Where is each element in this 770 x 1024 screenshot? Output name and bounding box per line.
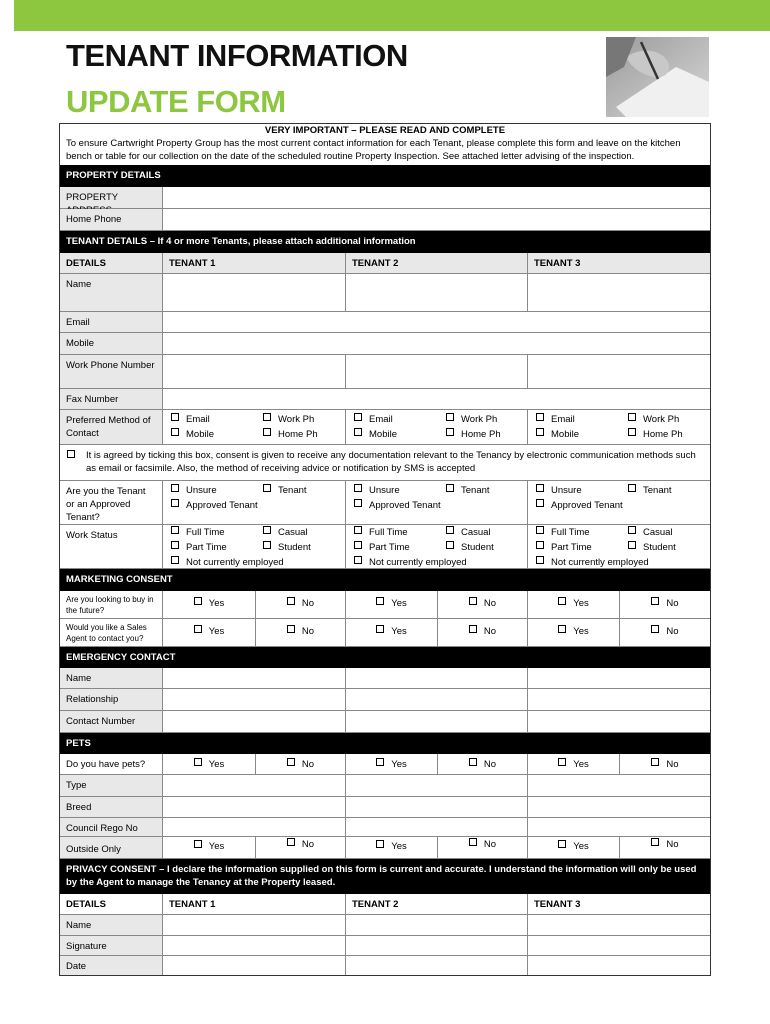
date-row [60,956,710,975]
t3-emergency-name[interactable] [528,668,710,688]
t2-outside-yes[interactable]: Yes [346,837,438,858]
checkbox-icon [263,541,271,549]
checkbox-approved-tenant[interactable]: Approved Tenant [536,499,623,512]
tenant-1-work-phone-field[interactable] [163,355,346,388]
pet-breed-row [60,797,710,818]
checkbox-icon [558,840,566,848]
checkbox-icon [171,413,179,421]
checkbox-icon [263,526,271,534]
t2-pets-yes[interactable]: Yes [346,754,438,774]
tenant-3-work-status [528,525,710,568]
t3-agent-no[interactable]: No [620,619,710,646]
t3-pet-breed[interactable] [528,797,710,817]
t2-council-rego[interactable] [346,818,528,836]
checkbox-icon [354,413,362,421]
section-emergency-contact: EMERGENCY CONTACT [60,647,710,668]
checkbox-icon [194,625,202,633]
t1-pets-no[interactable]: No [256,754,346,774]
t2-outside-no[interactable]: No [438,837,528,858]
tenant-1-type [163,481,346,524]
work-status-label: Work Status [60,525,163,568]
checkbox-student[interactable]: Student [628,541,676,554]
form-subtitle: UPDATE FORM [66,84,286,119]
emergency-number-label: Contact Number [60,711,163,732]
checkbox-icon [354,526,362,534]
checkbox-icon [446,428,454,436]
t1-outside-no[interactable]: No [256,837,346,858]
checkbox-icon [263,413,271,421]
checkbox-icon [263,428,271,436]
tenant-name-label: Name [60,274,163,311]
tenant-fax-label: Fax Number [60,389,163,409]
t2-pet-type[interactable] [346,775,528,796]
t3-signature[interactable] [528,936,710,955]
t1-pet-breed[interactable] [163,797,346,817]
tenant-form [59,123,711,976]
tenant-1-column-header: TENANT 1 [163,253,346,273]
t2-pet-breed[interactable] [346,797,528,817]
checkbox-not-employed[interactable]: Not currently employed [536,556,649,569]
checkbox-icon [446,541,454,549]
checkbox-icon [354,428,362,436]
t2-emergency-name[interactable] [346,668,528,688]
tenant-3-work-phone-field[interactable] [528,355,710,388]
t2-emergency-relationship[interactable] [346,689,528,710]
pet-type-row [60,775,710,797]
t1-agent-yes[interactable]: Yes [163,619,256,646]
t3-buy-no[interactable]: No [620,591,710,618]
sales-agent-row [60,619,710,647]
checkbox-icon [446,526,454,534]
checkbox-work-ph[interactable]: Work Ph [628,413,679,426]
checkbox-icon [67,450,75,458]
emergency-number-row [60,711,710,733]
tenant-fax-row [60,389,710,410]
checkbox-icon [469,838,477,846]
pet-breed-label: Breed [60,797,163,817]
tenant-email-row [60,312,710,333]
checkbox-icon [194,840,202,848]
privacy-name-row [60,915,710,936]
t2-agent-yes[interactable]: Yes [346,619,438,646]
checkbox-icon [171,428,179,436]
home-phone-field[interactable] [163,209,710,230]
tenant-header-row [60,253,710,274]
t1-privacy-name[interactable] [163,915,346,935]
checkbox-student[interactable]: Student [446,541,494,554]
tenant-1-name-field[interactable] [163,274,346,311]
checkbox-part-time[interactable]: Part Time [171,541,227,554]
section-privacy-consent: PRIVACY CONSENT – I declare the information supplied on this form is current and accurate. I understand the information will only be used by the Agent to manage the Tenancy at the Property leased. [60,859,710,894]
checkbox-icon [651,758,659,766]
privacy-header-row [60,894,710,915]
checkbox-mobile[interactable]: Mobile [536,428,579,441]
t3-emergency-relationship[interactable] [528,689,710,710]
intro-heading: VERY IMPORTANT – PLEASE READ AND COMPLETE [264,125,506,136]
t2-date[interactable] [346,956,528,975]
checkbox-email[interactable]: Email [536,413,575,426]
checkbox-approved-tenant[interactable]: Approved Tenant [171,499,258,512]
checkbox-icon [376,840,384,848]
home-phone-label: Home Phone [60,209,163,230]
checkbox-icon [287,625,295,633]
tenant-2-work-status [346,525,528,568]
form-title: TENANT INFORMATION [66,38,408,73]
tenant-3-type [528,481,710,524]
tenant-mobile-row [60,333,710,355]
t1-pet-type[interactable] [163,775,346,796]
checkbox-icon [536,541,544,549]
council-rego-label: Council Rego No [60,818,163,836]
tenant-3-column-header: TENANT 3 [528,253,710,273]
tenant-mobile-label: Mobile [60,333,163,354]
checkbox-home-ph[interactable]: Home Ph [446,428,501,441]
checkbox-email[interactable]: Email [171,413,210,426]
checkbox-home-ph[interactable]: Home Ph [263,428,318,441]
section-pets: PETS [60,733,710,754]
checkbox-tenant[interactable]: Tenant [263,484,307,497]
checkbox-icon [628,413,636,421]
checkbox-mobile[interactable]: Mobile [354,428,397,441]
tenant-2-preferred-contact [346,410,528,444]
preferred-contact-row [60,410,710,445]
privacy-details-header: DETAILS [60,894,163,914]
checkbox-casual[interactable]: Casual [263,526,308,539]
checkbox-icon [287,597,295,605]
electronic-consent-checkbox[interactable] [67,450,82,463]
checkbox-icon [194,758,202,766]
emergency-relationship-label: Relationship [60,689,163,710]
t2-buy-no[interactable]: No [438,591,528,618]
checkbox-unsure[interactable]: Unsure [536,484,582,497]
tenant-email-field[interactable] [163,312,710,332]
t1-emergency-name[interactable] [163,668,346,688]
tenant-work-phone-row [60,355,710,389]
buy-future-row [60,591,710,619]
checkbox-icon [287,838,295,846]
checkbox-work-ph[interactable]: Work Ph [446,413,497,426]
checkbox-casual[interactable]: Casual [628,526,673,539]
tenant-1-preferred-contact [163,410,346,444]
checkbox-icon [651,838,659,846]
emergency-relationship-row [60,689,710,711]
emergency-name-label: Name [60,668,163,688]
tenant-work-phone-label: Work Phone Number [60,355,163,388]
have-pets-label: Do you have pets? [60,754,163,774]
t1-emergency-relationship[interactable] [163,689,346,710]
t3-pets-yes[interactable]: Yes [528,754,620,774]
checkbox-icon [536,499,544,507]
t2-buy-yes[interactable]: Yes [346,591,438,618]
emergency-name-row [60,668,710,689]
checkbox-not-employed[interactable]: Not currently employed [354,556,467,569]
checkbox-icon [171,484,179,492]
checkbox-casual[interactable]: Casual [446,526,491,539]
checkbox-icon [354,499,362,507]
tenant-email-label: Email [60,312,163,332]
checkbox-full-time[interactable]: Full Time [536,526,590,539]
checkbox-mobile[interactable]: Mobile [171,428,214,441]
checkbox-icon [287,758,295,766]
handwriting-photo-icon [606,37,709,117]
checkbox-icon [651,625,659,633]
checkbox-full-time[interactable]: Full Time [354,526,408,539]
t2-agent-no[interactable]: No [438,619,528,646]
tenant-3-name-field[interactable] [528,274,710,311]
property-address-row [60,187,710,209]
checkbox-approved-tenant[interactable]: Approved Tenant [354,499,441,512]
t2-privacy-name[interactable] [346,915,528,935]
preferred-contact-label: Preferred Method of Contact [60,410,163,444]
checkbox-icon [651,597,659,605]
pet-type-label: Type [60,775,163,796]
t3-date[interactable] [528,956,710,975]
property-address-field[interactable] [163,187,710,208]
checkbox-icon [628,541,636,549]
checkbox-not-employed[interactable]: Not currently employed [171,556,284,569]
checkbox-icon [376,625,384,633]
checkbox-part-time[interactable]: Part Time [536,541,592,554]
checkbox-icon [536,484,544,492]
checkbox-unsure[interactable]: Unsure [354,484,400,497]
home-phone-row [60,209,710,231]
privacy-tenant-1-header: TENANT 1 [163,894,346,914]
checkbox-icon [558,758,566,766]
section-property-details: PROPERTY DETAILS [60,165,710,187]
outside-only-label: Outside Only [60,837,163,858]
checkbox-email[interactable]: Email [354,413,393,426]
sales-agent-label: Would you like a Sales Agent to contact you? [60,619,163,646]
t2-emergency-number[interactable] [346,711,528,732]
t3-pet-type[interactable] [528,775,710,796]
checkbox-icon [171,526,179,534]
tenant-3-preferred-contact [528,410,710,444]
checkbox-icon [446,484,454,492]
section-marketing-consent: MARKETING CONSENT [60,569,710,591]
checkbox-icon [354,484,362,492]
tenant-type-label: Are you the Tenant or an Approved Tenant? [60,481,163,524]
t1-buy-yes[interactable]: Yes [163,591,256,618]
privacy-tenant-2-header: TENANT 2 [346,894,528,914]
checkbox-icon [194,597,202,605]
property-address-label: PROPERTY [60,187,163,208]
privacy-tenant-3-header: TENANT 3 [534,899,581,910]
checkbox-unsure[interactable]: Unsure [171,484,217,497]
checkbox-icon [469,625,477,633]
checkbox-icon [558,625,566,633]
checkbox-icon [354,556,362,564]
t2-signature[interactable] [346,936,528,955]
checkbox-icon [171,499,179,507]
checkbox-part-time[interactable]: Part Time [354,541,410,554]
checkbox-icon [628,484,636,492]
t3-buy-yes[interactable]: Yes [528,591,620,618]
work-status-row [60,525,710,569]
intro-block [60,124,710,164]
checkbox-full-time[interactable]: Full Time [171,526,225,539]
checkbox-icon [536,413,544,421]
tenant-type-row [60,481,710,525]
t2-pets-no[interactable]: No [438,754,528,774]
electronic-consent-text: It is agreed by ticking this box, consent is given to receive any documentation relevant to the Tenancy by electronic communication methods such as email or facsimile. Also, the method of receiving advice or notification by SMS is accepted [86,450,696,474]
signature-row [60,936,710,956]
t3-privacy-name[interactable] [528,915,710,935]
privacy-name-label: Name [60,915,163,935]
checkbox-icon [628,428,636,436]
t1-date[interactable] [163,956,346,975]
tenant-2-column-header: TENANT 2 [346,253,528,273]
t3-pets-no[interactable]: No [620,754,710,774]
checkbox-icon [469,597,477,605]
checkbox-icon [446,413,454,421]
intro-text: To ensure Cartwright Property Group has the most current contact information for each Tenant, please complete this form and leave on the kitchen bench or table for our collection on the date of the scheduled routine Property Inspection. See attached letter advising of the inspection. [66,138,681,162]
checkbox-icon [536,526,544,534]
checkbox-icon [171,556,179,564]
t3-agent-yes[interactable]: Yes [528,619,620,646]
checkbox-student[interactable]: Student [263,541,311,554]
details-column-header: DETAILS [60,253,163,273]
t3-council-rego[interactable] [528,818,710,836]
header-accent-bar [14,0,770,31]
tenant-2-type [346,481,528,524]
date-label: Date [60,956,163,975]
outside-only-row [60,837,710,859]
checkbox-icon [536,428,544,436]
t1-pets-yes[interactable]: Yes [163,754,256,774]
t1-agent-no[interactable]: No [256,619,346,646]
t1-emergency-number[interactable] [163,711,346,732]
t3-emergency-number[interactable] [528,711,710,732]
tenant-fax-field[interactable] [163,389,710,409]
checkbox-icon [376,597,384,605]
t3-outside-yes[interactable]: Yes [528,837,620,858]
electronic-consent-row [60,445,710,481]
tenant-mobile-field[interactable] [163,333,710,354]
signature-label: Signature [60,936,163,955]
t3-outside-no[interactable]: No [620,837,710,858]
checkbox-icon [628,526,636,534]
checkbox-home-ph[interactable]: Home Ph [628,428,683,441]
checkbox-work-ph[interactable]: Work Ph [263,413,314,426]
t1-council-rego[interactable] [163,818,346,836]
checkbox-icon [469,758,477,766]
checkbox-icon [354,541,362,549]
checkbox-icon [558,597,566,605]
tenant-2-name-field[interactable] [346,274,528,311]
checkbox-icon [171,541,179,549]
tenant-name-row [60,274,710,312]
t1-signature[interactable] [163,936,346,955]
checkbox-icon [263,484,271,492]
council-rego-row [60,818,710,837]
t1-outside-yes[interactable]: Yes [163,837,256,858]
checkbox-tenant[interactable]: Tenant [628,484,672,497]
section-tenant-details: TENANT DETAILS – If 4 or more Tenants, please attach additional information [60,231,710,253]
buy-future-label: Are you looking to buy in the future? [60,591,163,618]
checkbox-icon [376,758,384,766]
checkbox-tenant[interactable]: Tenant [446,484,490,497]
checkbox-icon [536,556,544,564]
t1-buy-no[interactable]: No [256,591,346,618]
tenant-2-work-phone-field[interactable] [346,355,528,388]
tenant-1-work-status [163,525,346,568]
have-pets-row [60,754,710,775]
